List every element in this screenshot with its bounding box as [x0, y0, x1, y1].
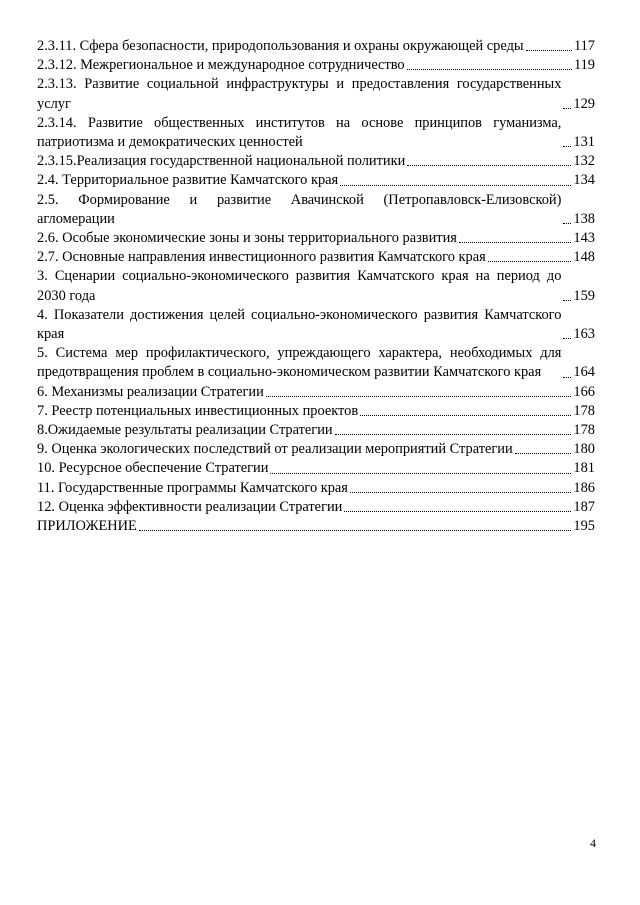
toc-entry[interactable] — [37, 171, 595, 190]
toc-entry-page: 134 — [573, 172, 595, 189]
toc-entry-title: 2.6. Особые экономические зоны и зоны территориального развития — [37, 230, 457, 247]
toc-entry[interactable] — [37, 229, 595, 248]
toc-entry-page: 195 — [573, 518, 595, 535]
toc-entry-title: 6. Механизмы реализации Стратегии — [37, 383, 264, 400]
toc-entry-page: 143 — [573, 230, 595, 247]
toc-entry[interactable] — [37, 517, 595, 536]
toc-entry-title: 10. Ресурсное обеспечение Стратегии — [37, 460, 269, 477]
dot-leader — [488, 260, 572, 262]
dot-leader — [563, 145, 571, 147]
toc-entry[interactable] — [37, 459, 595, 478]
toc-entry-title: 12. Оценка эффективности реализации Стратегии — [37, 498, 343, 515]
toc-entry-page: 119 — [573, 57, 595, 74]
toc-entry[interactable] — [37, 37, 595, 56]
dot-leader — [266, 395, 572, 397]
toc-entry-title: 11. Государственные программы Камчатского края — [37, 479, 348, 496]
toc-entry[interactable] — [37, 306, 595, 344]
toc-entry-page: 186 — [573, 479, 595, 496]
toc-entry-title: 2.5. Формирование и развитие Авачинской (Петропавловск-Елизовской) агломерации — [37, 191, 562, 227]
toc-entry-title: 5. Система мер профилактического, упреждающего характера, необходимых для предотвращения проблем в социально-экономическом развитии Камчатского края — [37, 345, 562, 381]
toc-entry-page: 166 — [573, 383, 595, 400]
toc-entry-page: 181 — [573, 460, 595, 477]
toc-entry[interactable] — [37, 402, 595, 421]
dot-leader — [563, 299, 571, 301]
dot-leader — [563, 107, 571, 109]
toc-entry-title: 2.3.14. Развитие общественных институтов на основе принципов гуманизма, патриотизма и демократических ценностей — [37, 114, 562, 151]
page-number: 4 — [590, 836, 596, 850]
toc-entry-page: 132 — [573, 153, 595, 170]
toc-entry-page: 148 — [573, 249, 595, 266]
dot-leader — [563, 337, 571, 339]
toc-entry-title: 2.3.11. Сфера безопасности, природопользования и охраны окружающей среды — [37, 38, 524, 54]
toc-entry-title: 7. Реестр потенциальных инвестиционных проектов — [37, 402, 359, 419]
toc-entry-page: 164 — [573, 364, 595, 381]
dot-leader — [335, 433, 572, 435]
toc-entry-title: 2.4. Территориальное развитие Камчатского края — [37, 172, 339, 189]
toc-entry[interactable] — [37, 421, 595, 440]
table-of-contents — [37, 37, 595, 536]
dot-leader — [563, 222, 571, 224]
toc-entry[interactable] — [37, 152, 595, 171]
toc-entry[interactable] — [37, 479, 595, 498]
toc-entry-title: 2.3.15.Реализация государственной национальной политики — [37, 153, 406, 170]
toc-entry-title: 2.7. Основные направления инвестиционного развития Камчатского края — [37, 249, 486, 266]
dot-leader — [407, 164, 571, 166]
toc-entry[interactable] — [37, 191, 595, 229]
toc-entry-page: 138 — [573, 210, 595, 227]
toc-entry-page: 178 — [573, 422, 595, 439]
toc-entry[interactable] — [37, 344, 595, 382]
toc-entry[interactable] — [37, 56, 595, 75]
dot-leader — [563, 376, 571, 378]
toc-entry-title: 8.Ожидаемые результаты реализации Стратегии — [37, 422, 333, 439]
toc-entry-page: 163 — [573, 326, 595, 343]
toc-entry[interactable] — [37, 267, 595, 305]
toc-entry[interactable] — [37, 383, 595, 402]
toc-entry[interactable] — [37, 498, 595, 517]
toc-entry-page: 187 — [573, 498, 595, 515]
toc-entry-title: 2.3.12. Межрегиональное и международное сотрудничество — [37, 57, 405, 74]
dot-leader — [139, 529, 572, 531]
toc-entry[interactable] — [37, 440, 595, 459]
toc-entry-page: 129 — [573, 95, 595, 112]
dot-leader — [270, 472, 571, 474]
toc-entry-page: 180 — [573, 441, 595, 458]
toc-entry[interactable] — [37, 75, 595, 113]
dot-leader — [526, 49, 572, 51]
toc-entry-page: 159 — [573, 287, 595, 304]
dot-leader — [407, 68, 572, 70]
toc-entry-title: 3. Сценарии социально-экономического развития Камчатского края на период до 2030 года — [37, 268, 562, 304]
toc-entry-title: ПРИЛОЖЕНИЕ — [37, 518, 137, 535]
dot-leader — [360, 414, 571, 416]
toc-entry-page: 178 — [573, 402, 595, 419]
toc-entry[interactable] — [37, 114, 595, 152]
dot-leader — [340, 184, 571, 186]
dot-leader — [459, 241, 572, 243]
dot-leader — [350, 491, 571, 493]
toc-entry[interactable] — [37, 248, 595, 267]
toc-entry-page: 117 — [573, 38, 595, 54]
dot-leader — [515, 452, 572, 454]
toc-entry-title: 4. Показатели достижения целей социально-экономического развития Камчатского края — [37, 306, 562, 343]
toc-entry-title: 2.3.13. Развитие социальной инфраструктуры и предоставления государственных услуг — [37, 76, 562, 112]
toc-entry-page: 131 — [573, 134, 595, 151]
dot-leader — [344, 510, 571, 512]
toc-entry-title: 9. Оценка экологических последствий от реализации мероприятий Стратегии — [37, 441, 513, 458]
